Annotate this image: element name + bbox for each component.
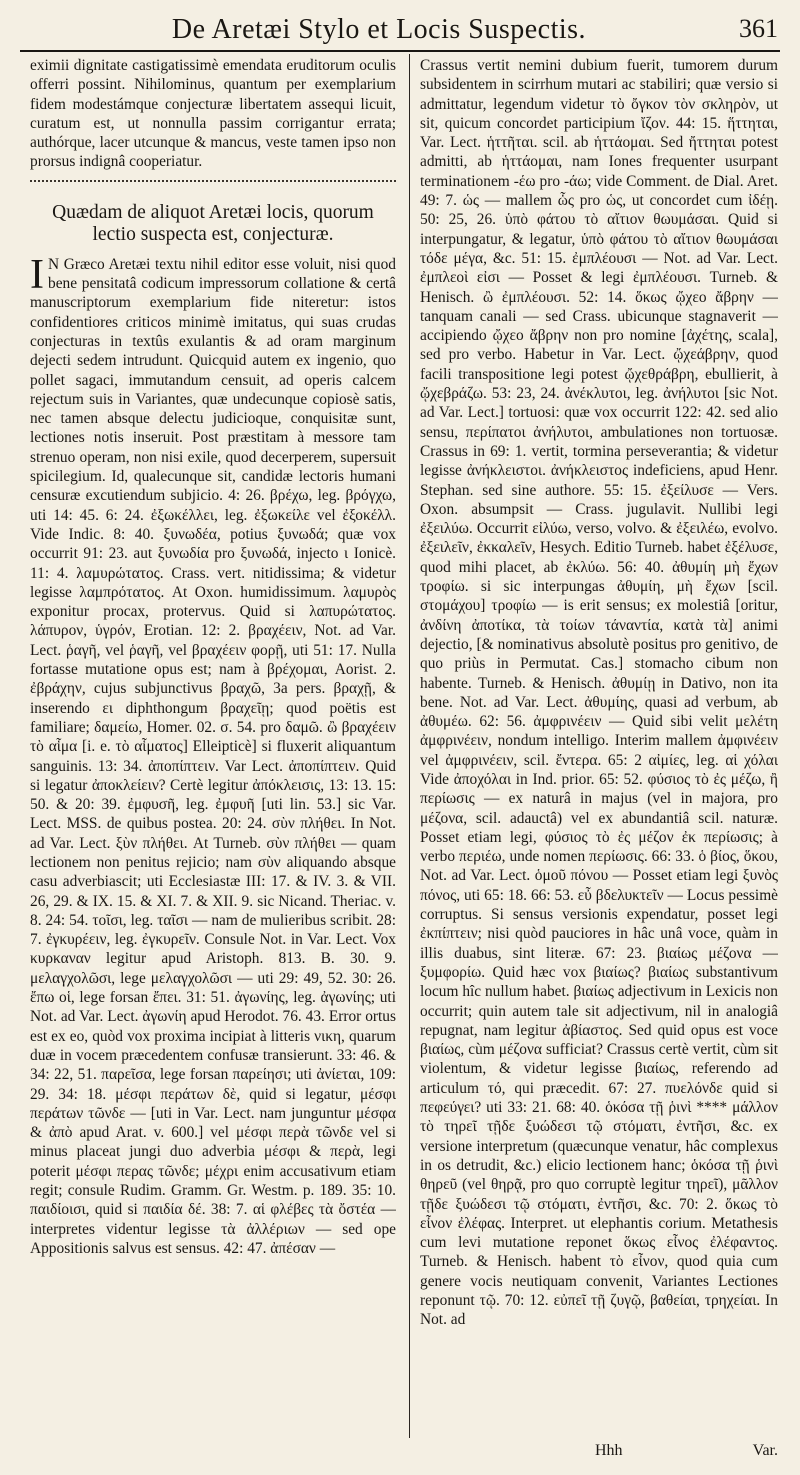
drop-cap: I [30,251,44,298]
section-title: Quædam de aliquot Aretæi locis, quorum lectio suspecta est, conjecturæ. [52,201,374,246]
page-number: 361 [739,14,778,43]
left-column [30,56,396,1441]
right-body-text: Crassus vertit nemini dubium fuerit, tumorem durum subsidentem in scirrhum mutari ac stabiliri; quæ versio si admittatur, legendum videtur τὸ ὄγκον τὸν σκληρὸν, ut sit, quicum concordet participium ἴζον. 44: 15. ἥττηται, Var. Lect. ἡττῆται. scil. ab ἡττάομαι. Sed ἤττηται potest admitti, ab ἡττάομαι, nam Iones frequenter usurpant terminationem -έω pro -άω; vide Comment. de Dial. Aret. 49: 7. ὡς — mallem ὧς pro ὡς, ut concordet cum ἰδέῃ. 50: 25, 26. ὑπὸ φάτου τὸ αἴτιον θωυμάσαι. Quid si interpungatur, & legatur, ὑπὸ φάτου τὸ αἴτιον θωυμάσαι τόδε μέγα, &c. 51: 15. ἐμπλέουσι — Not. ad Var. Lect. ἐμπλεοὶ εἰσι — Posset & legi ἐμπλέουσι. Turneb. & Henisch. ὢ ἐμπλέουσι. 52: 14. ὅκως ᾤχεο ἄβρην — tanquam canali — sed Crass. ubicunque stagnaverit — accipiendo ᾤχεο ἄβρην non pro nomine [ἀχέτης, scala], sed pro verbo. Habetur in Var. Lect. ᾤχεάβρην, quod facili transpositione legi potest ᾤχεθράβρη, ebullierit, à ᾤχεβράζω. 53: 23, 24. ἀνέκλυτοι, leg. ἀνήλυτοι [sic Not. ad Var. Lect.] tortuosi: quæ vox occurrit 122: 42. sed alio sensu, περίπατοι ἀνήλυτοι, ambulationes non tortuosæ. Crassus in 69: 1. vertit, tormina perseverantia; & videtur legisse ἀνήκλειστοι. ἀνήκλειστος indeficiens, apud Henr. Stephan. sed sine authore. 55: 15. ἐξείλυσε — Vers. Oxon. absumpsit — Crass. jugulavit. Nullibi legi ἐξειλύω. Occurrit εἰλύω, verso, volvo. & ἐξειλέω, evolvo. ἐξειλεῖν, ἐκκαλεῖν, Hesych. Editio Turneb. habet ἐξέλυσε, quod mihi placet, ab ἐκλύω. 56: 40. ἀθυμίη μὴ ἔχων τροφίω. si sic interpungas ἀθυμίη, μὴ ἔχων [scil. στομάχου] τροφίω — is erit sensus; ex molestiâ [oritur, ἀνδίνη ἀποτίκα, τὰ τοίων τάναντία, κατὰ τὰ] animi dejectio, [& nominativus absolutè positus pro genitivo, de quo priùs in Permutat. Cas.] stomacho cibum non habente. Turneb. & Henisch. ἀθυμίῃ in Dativo, non ita bene. Not. ad Var. Lect. ἀθυμίης, quasi ad verbum, ab ἀθυμέω. 62: 56. ἀμφρινέειν — Quid sibi velit μελέτη ἀμφρινέειν, nondum intelligo. Interim mallem ἀμφινέειν vel ἀμφρινέειν, scil. ἔντερα. 65: 2 αἰμίες, leg. αἱ χόλαι Vide ἀποχόλαι in Ind. prior. 65: 52. φύσιος τὸ ἐς μέζω, ἢ περίωσις — ex naturâ in majus (vel in majora, pro μέζονα, scil. adauctâ) vel ex abundantiâ scil. naturæ. Posset etiam legi, φύσιος τὸ ἐς μέζον ἐκ περίωσις; à verbo περιέω, unde nomen περίωσις. 66: 33. ὁ βίος, ὅκου, Not. ad Var. Lect. ὁμοῦ πόνου — Posset etiam legi ξυνὸς πόνος, uti 65: 18. 66: 53. εὖ βδελυκτεῖν — Locus pessimè corruptus. Si sensus versionis expendatur, posset legi ἐκπίπτειν; nisi quòd pauciores in hâc unâ voce, quàm in illis duabus, sint literæ. 67: 23. βιαίως μέζονα — ξυμφορίω. Quid hæc vox βιαίως? βιαίως substantivum locum hîc nullum habet. βιαίως adjectivum in Lexicis non occurrit; quin autem tale sit adjectivum, nil in analogiâ repugnat, nam legitur ἀβίαστος. Sed quid opus est voce βιαίως, cùm μέζονα sufficiat? Crassus certè vertit, cùm sit violentum, & videtur legisse βιαίως, referendo ad articulum τό, qui præcedit. 67: 27. πυελόνδε quid si πεφεύγει? uti 33: 21. 68: 40. ὁκόσα τῇ ῥινὶ **** μάλλον τὸ τηρεῖ τῇδε ξυώδεσι τῷ στόματι, ἐντῆσι, &c. ex versione interpretum (quæcunque venatur, hâc complexus in os detrudit, &c.) elicio lectionem hanc; ὁκόσα τῇ ῥινὶ θηρεῦ (vel θηρᾷ, pro quo corruptè legitur τηρεῖ), μᾶλλον τῇδε ξυώδεσι τῷ στόματι, ἐντῆσι, &c. 70: 2. ὅκως τὸ εἶνον ἐλέφας. Interpret. ut elephantis corium. Metathesis cum levi mutatione reponet ὅκως εἶνος ἐλέφαντος. Turneb. & Henisch. habent τὸ εἶνον, quod quia cum genere vocis neutiquam convenit, Variantes Lectiones reponunt τῷ. 70: 12. εὐπεῖ τῇ ζυγῷ, βαθείαι, τρηχείαι. In Not. ad [420,57,778,1329]
catchword: Var. [752,1442,778,1459]
left-body-text: N Græco Aretæi textu nihil editor esse voluit, nisi quod bene pensitatâ codicum impressorum collatione & certâ manuscriptorum exemplarium fide niteretur: istos confidentiores criticos minimè imitatus, qui suas crudas conjecturas in textûs exulantis & ad oram marginum dejecti sedem intrudunt. Quicquid autem ex ingenio, quo pollet sagaci, immutandum censuit, ad operis calcem rejectum suis in Variantes, quæ undecunque copiosè satis, nec tamen absque delectu judicioque, conquisitæ sunt, lectiones notis inseruit. Post præstitam à messore tam strenuo operam, non nisi exile, quod decerperem, supersuit spicilegium. Id, qualecunque sit, candidæ lectoris humani censuræ excutiendum subjicio. 4: 26. βρέχω, leg. βρόγχω, uti 14: 45. 6: 24. ἐξωκέλλει, leg. ἐξωκείλε vel ἐξοκέλλ. Vide Indic. 8: 40. ξυνωδέα, potius ξυνωδά; quæ vox occurrit 91: 23. aut ξυνωδία pro ξυνωδά, injecto ι Ionicè. 11: 4. λαμυρώτατος. Crass. vert. nitidissima; & videtur legisse λαμπρότατος. At Oxon. humidissimum. λαμυρὸς exponitur procax, protervus. Quid si λαπυρώτατος. λάπυρον, ὑγρόν, Erotian. 12: 2. βραχέειν, Not. ad Var. Lect. ῥαγῆ, vel ῥαγῆ, vel βραχέειν φορῇ, uti 51: 17. Nulla fortasse mutatione opus est; nam à βρέχομαι, Aorist. 2. ἐβράχην, cujus subjunctivus βραχῶ, 3a pers. βραχῇ, & inserendo ει diphthongum βραχεῖῃ; quod poëtis est familiare; δαμείω, Homer. 02. σ. 54. pro δαμῶ. ὢ βραχέειν τὸ αἷμα [i. e. τὸ αἷματος] Elleipticè] si fluxerit aliquantum sanguinis. 13: 34. ἀποπίπτειν. Var Lect. ἀποπίπτειν. Quid si legatur ἀποκλείειν? Certè legitur ἀπόκλεισις, 13: 13. 15: 50. & 20: 39. ἐμφυσῆ, leg. ἐμφυῆ [uti lin. 53.] sic Var. Lect. MSS. de quibus postea. 20: 24. σὺν πλήθει. In Not. ad Var. Lect. ξὺν πλήθει. At Turneb. σὺν πλήθει — quam lectionem non penitus rejicio; nam σὺν aliquando absque casu adverbiascit; uti Ecclesiastæ III: 17. & IV. 3. & VII. 26, 29. & IX. 15. & XI. 7. & XII. 9. sic Nicand. Theriac. v. 8. 24: 54. τοῖσι, leg. ταῖσι — nam de mulieribus scribit. 28: 7. ἐγκυρέειν, leg. ἐγκυρεῖν. Consule Not. in Var. Lect. Vox κυρκαναν legitur apud Aristoph. 813. B. 30. 9. μελαγχολῶσι, lege μελαγχολῶσι — uti 29: 49, 52. 30: 26. ἔπω οἱ, lege forsan ἔπει. 31: 51. ἀγωνίης, leg. ἀγωνίης; uti Not. ad Var. Lect. ἀγωνίη apud Herodot. 76. 43. Error ortus est ex eo, quòd vox proxima incipiat à litteris νικη, quarum duæ in vocem præcedentem confusæ transierunt. 33: 46. & 34: 22, 51. παρεῖσα, lege forsan παρείησι; uti ἀνίεται, 109: 29. 34: 18. μέσφι περάτων δὲ, quid si legatur, μέσφι περάτων τῶνδε — [uti in Var. Lect. nam junguntur μέσφα & ἀπὸ apud Arat. v. 600.] vel μέσφι περὰ τῶνδε vel si minus placeat jungi duo adverbia μέσφι & περὰ, legi poterit μέσφι περας τῶνδε; μέχρι enim accusativum etiam regit; consule Rudim. Gramm. Gr. Westm. p. 189. 35: 10. παιδίοισι, quid si παιδία δέ. 38: 7. αἱ φλέβες τὰ ὄστέα — interpretes videntur legisse τὰ ἀλλέριων — sed ope Appositionis salvus est sensus. 42: 47. ἀπέσαν — [30,255,396,1257]
column-divider [409,54,410,1438]
dotted-separator [30,180,396,192]
header-rule [20,50,780,52]
body-paragraph [30,251,396,1258]
right-column [420,56,778,1441]
intro-paragraph: eximii dignitate castigatissimè emendata eruditorum oculis offerri possint. Nihilominus, quantum per exemplarium fidem modestámque conjecturæ libertatem assequi licuit, curatum est, ut nonnulla passim corrigantur errata; authórque, lacer utcunque & mancus, veste tamen ipso non prorsus indignâ cooperiatur. [30,57,396,171]
running-head: De Aretæi Stylo et Locis Suspectis. [171,14,587,45]
signature-mark: Hhh [595,1442,623,1459]
